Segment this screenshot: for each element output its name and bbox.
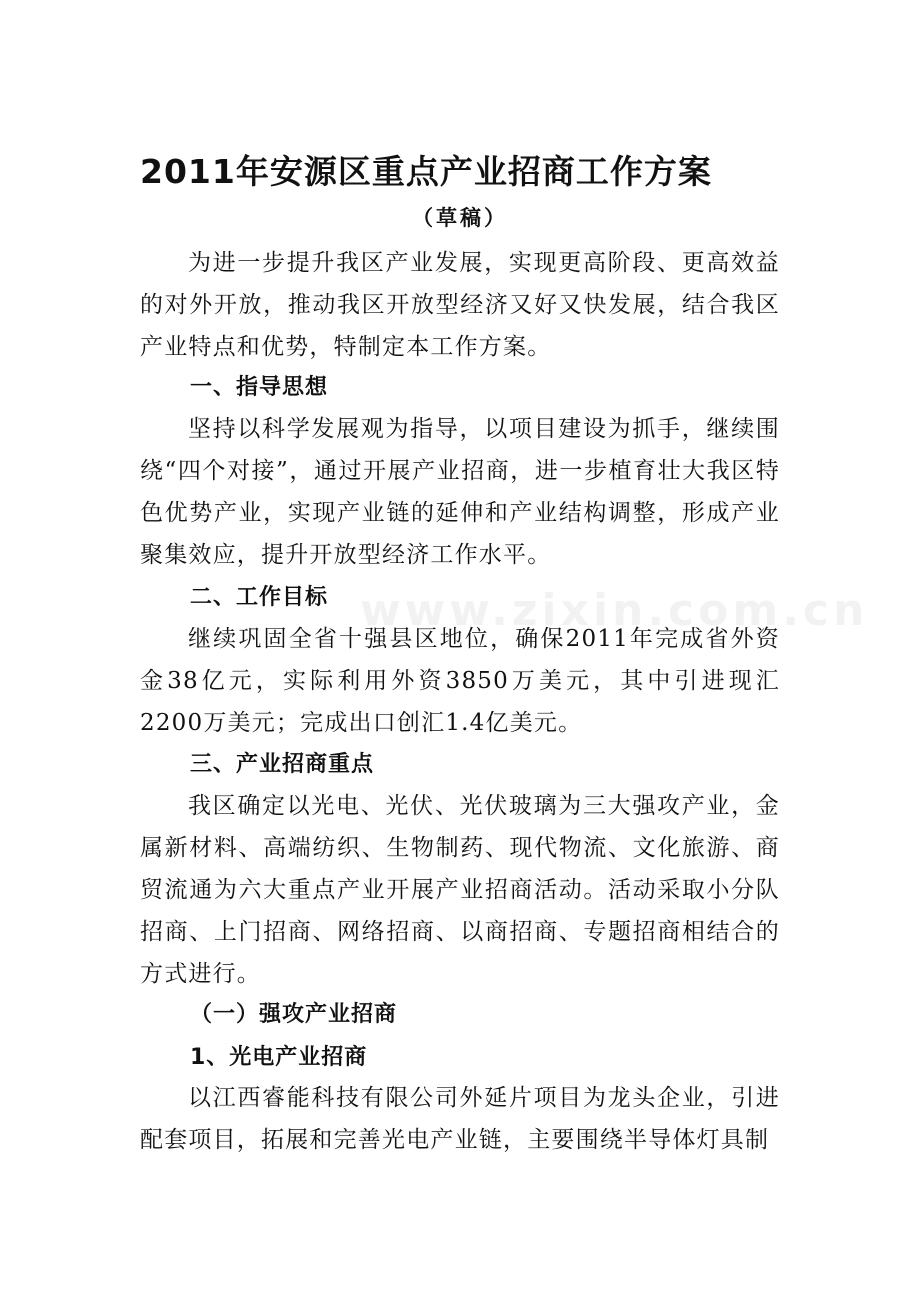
section-text-work-goals: 继续巩固全省十强县区地位，确保2011年完成省外资金38亿元，实际利用外资3850万美元，其中引进现汇2200万美元；完成出口创汇1.4亿美元。 — [140, 626, 780, 736]
document-subtitle: （草稿） — [412, 206, 508, 230]
section-heading-guiding-ideology: 一、指导思想 — [190, 375, 329, 400]
subsection-heading-key-industries: （一）强攻产业招商 — [190, 1002, 398, 1027]
section-text-guiding-ideology: 坚持以科学发展观为指导，以项目建设为抓手，继续围绕“四个对接”，通过开展产业招商，进一步植育壮大我区特色优势产业，实现产业链的延伸和产业结构调整，形成产业聚集效应，提升开放型经济工作水平。 — [140, 416, 780, 568]
section-heading-work-goals: 二、工作目标 — [190, 585, 329, 610]
intro-paragraph: 为进一步提升我区产业发展，实现更高阶段、更高效益的对外开放，推动我区开放型经济又好又快发展，结合我区产业特点和优势，特制定本工作方案。 — [140, 250, 780, 360]
item-heading-optoelectronics: 1、光电产业招商 — [190, 1045, 368, 1070]
watermark: www.zixin.com.cn — [360, 585, 869, 636]
document-title: 2011年安源区重点产业招商工作方案 — [140, 152, 712, 191]
section-heading-industry-focus: 三、产业招商重点 — [190, 752, 375, 777]
item-text-optoelectronics: 以江西睿能科技有限公司外延片项目为龙头企业，引进配套项目，拓展和完善光电产业链，主要围绕半导体灯具制 — [140, 1085, 780, 1153]
section-text-industry-focus: 我区确定以光电、光伏、光伏玻璃为三大强攻产业，金属新材料、高端纺织、生物制药、现代物流、文化旅游、商贸流通为六大重点产业开展产业招商活动。活动采取小分队招商、上门招商、网络招商、以商招商、专题招商相结合的方式进行。 — [140, 793, 780, 987]
